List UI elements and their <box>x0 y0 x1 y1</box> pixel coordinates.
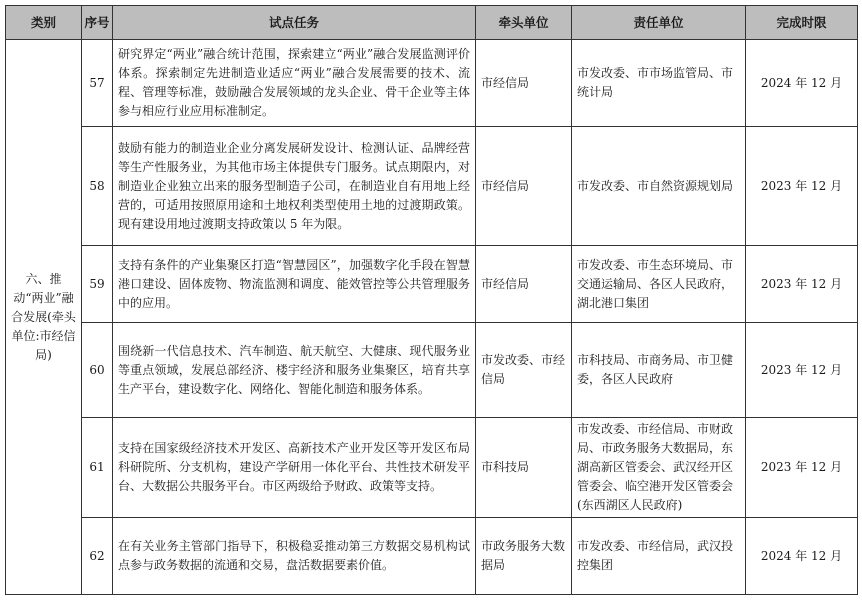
header-responsible-unit: 责任单位 <box>572 6 746 40</box>
lead-unit-cell: 市经信局 <box>476 246 572 323</box>
responsible-unit-cell: 市科技局、市商务局、市卫健委，各区人民政府 <box>572 323 746 418</box>
category-cell: 六、推动“两业”融合发展(牵头单位:市经信局) <box>6 40 82 595</box>
header-lead-unit: 牵头单位 <box>476 6 572 40</box>
deadline-cell: 2024 年 12 月 <box>746 40 858 127</box>
responsible-unit-cell: 市发改委、市经信局，武汉投控集团 <box>572 518 746 595</box>
task-cell: 研究界定“两业”融合统计范围，探索建立“两业”融合发展监测评价体系。探索制定先进制造业适应“两业”融合发展需要的技术、流程、管理等标准，鼓励融合发展领域的龙头企业、骨干企业等主体参与相应行业应用标准制定。 <box>113 40 476 127</box>
header-deadline: 完成时限 <box>746 6 858 40</box>
pilot-task-table <box>5 5 858 595</box>
deadline-cell: 2023 年 12 月 <box>746 246 858 323</box>
row-number: 59 <box>82 246 113 323</box>
row-number: 58 <box>82 127 113 246</box>
task-cell: 在有关业务主管部门指导下，积极稳妥推动第三方数据交易机构试点参与政务数据的流通和交易，盘活数据要素价值。 <box>113 518 476 595</box>
responsible-unit-cell: 市发改委、市经信局、市财政局、市政务服务大数据局，东湖高新区管委会、武汉经开区管委会、临空港开发区管委会(东西湖区人民政府) <box>572 418 746 518</box>
lead-unit-cell: 市政务服务大数据局 <box>476 518 572 595</box>
task-cell: 鼓励有能力的制造业企业分离发展研发设计、检测认证、品牌经营等生产性服务业，为其他市场主体提供专门服务。试点期限内，对制造业企业独立出来的服务型制造子公司，在制造业自有用地上经营的，可适用按照原用途和土地权利类型使用土地的过渡期政策。现有建设用地过渡期支持政策以 5 年为限。 <box>113 127 476 246</box>
lead-unit-cell: 市发改委、市经信局 <box>476 323 572 418</box>
task-cell: 支持在国家级经济技术开发区、高新技术产业开发区等开发区布局科研院所、分支机构，建设产学研用一体化平台、共性技术研发平台、大数据公共服务平台。市区两级给予财政、政策等支持。 <box>113 418 476 518</box>
lead-unit-cell: 市科技局 <box>476 418 572 518</box>
deadline-cell: 2024 年 12 月 <box>746 518 858 595</box>
deadline-cell: 2023 年 12 月 <box>746 418 858 518</box>
header-task: 试点任务 <box>113 6 476 40</box>
table-row <box>6 323 858 418</box>
table-row <box>6 418 858 518</box>
row-number: 62 <box>82 518 113 595</box>
table-row <box>6 40 858 127</box>
task-cell: 围绕新一代信息技术、汽车制造、航天航空、大健康、现代服务业等重点领域，发展总部经济、楼宇经济和服务业集聚区，培育共享生产平台，建设数字化、网络化、智能化制造和服务体系。 <box>113 323 476 418</box>
table-row <box>6 246 858 323</box>
row-number: 60 <box>82 323 113 418</box>
responsible-unit-cell: 市发改委、市自然资源规划局 <box>572 127 746 246</box>
table-header-row <box>6 6 858 40</box>
row-number: 57 <box>82 40 113 127</box>
deadline-cell: 2023 年 12 月 <box>746 127 858 246</box>
header-category: 类别 <box>6 6 82 40</box>
task-cell: 支持有条件的产业集聚区打造“智慧园区”，加强数字化手段在智慧港口建设、固体废物、物流监测和调度、能效管控等公共管理服务中的应用。 <box>113 246 476 323</box>
lead-unit-cell: 市经信局 <box>476 40 572 127</box>
table-row <box>6 518 858 595</box>
responsible-unit-cell: 市发改委、市市场监管局、市统计局 <box>572 40 746 127</box>
header-number: 序号 <box>82 6 113 40</box>
responsible-unit-cell: 市发改委、市生态环境局、市交通运输局、各区人民政府，湖北港口集团 <box>572 246 746 323</box>
policy-table-page <box>5 5 857 595</box>
row-number: 61 <box>82 418 113 518</box>
table-row <box>6 127 858 246</box>
deadline-cell: 2023 年 12 月 <box>746 323 858 418</box>
lead-unit-cell: 市经信局 <box>476 127 572 246</box>
